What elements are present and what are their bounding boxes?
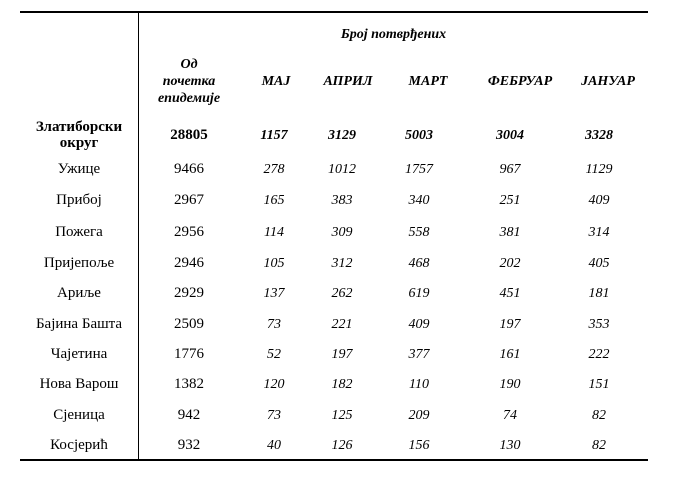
month-header-april: АПРИЛ bbox=[323, 74, 373, 89]
row-april: 182 bbox=[331, 377, 353, 392]
row-april: 309 bbox=[331, 225, 353, 240]
row-february: 74 bbox=[503, 408, 517, 423]
row-february: 967 bbox=[499, 162, 521, 177]
row-january: 409 bbox=[588, 193, 610, 208]
row-may: 278 bbox=[263, 162, 285, 177]
summary-name-line-1: Златиборски bbox=[35, 119, 123, 135]
row-may: 73 bbox=[267, 408, 281, 423]
row-may: 40 bbox=[267, 438, 281, 453]
row-january: 405 bbox=[588, 256, 610, 271]
row-march: 409 bbox=[408, 317, 430, 332]
row-may: 137 bbox=[263, 286, 285, 301]
row-january: 1129 bbox=[585, 162, 613, 177]
row-total: 1382 bbox=[174, 376, 204, 392]
row-february: 451 bbox=[499, 286, 521, 301]
row-april: 221 bbox=[331, 317, 353, 332]
row-february: 161 bbox=[499, 347, 521, 362]
row-total: 2946 bbox=[174, 255, 204, 271]
summary-total: 28805 bbox=[170, 127, 208, 143]
month-header-february: ФЕБРУАР bbox=[487, 74, 553, 89]
row-may: 165 bbox=[263, 193, 285, 208]
row-name: Бајина Башта bbox=[35, 316, 123, 332]
summary-april: 3129 bbox=[328, 128, 356, 143]
row-january: 82 bbox=[592, 438, 606, 453]
row-january: 222 bbox=[588, 347, 610, 362]
row-april: 197 bbox=[331, 347, 353, 362]
row-may: 114 bbox=[264, 225, 284, 240]
row-name: Пожега bbox=[55, 224, 103, 240]
row-april: 126 bbox=[331, 438, 353, 453]
month-header-january: ЈАНУАР bbox=[581, 74, 635, 89]
row-february: 130 bbox=[499, 438, 521, 453]
row-april: 1012 bbox=[328, 162, 356, 177]
row-february: 197 bbox=[499, 317, 521, 332]
row-march: 468 bbox=[408, 256, 430, 271]
row-total: 932 bbox=[177, 437, 201, 453]
group-header: Број потврђених bbox=[340, 27, 447, 42]
summary-march: 5003 bbox=[405, 128, 433, 143]
summary-february: 3004 bbox=[496, 128, 524, 143]
row-name: Ужице bbox=[57, 161, 101, 177]
row-february: 202 bbox=[499, 256, 521, 271]
row-january: 181 bbox=[588, 286, 610, 301]
total-header-line-1: Од bbox=[180, 57, 198, 72]
row-february: 251 bbox=[499, 193, 521, 208]
summary-may: 1157 bbox=[260, 128, 288, 143]
row-name: Пријепоље bbox=[43, 255, 115, 271]
row-march: 619 bbox=[408, 286, 430, 301]
total-header-line-3: епидемије bbox=[157, 91, 221, 106]
row-march: 558 bbox=[408, 225, 430, 240]
row-april: 262 bbox=[331, 286, 353, 301]
row-march: 110 bbox=[409, 377, 429, 392]
row-january: 353 bbox=[588, 317, 610, 332]
row-may: 105 bbox=[263, 256, 285, 271]
row-may: 120 bbox=[263, 377, 285, 392]
row-name: Ариље bbox=[57, 285, 101, 301]
row-may: 73 bbox=[267, 317, 281, 332]
row-total: 942 bbox=[177, 407, 201, 423]
row-total: 2956 bbox=[174, 224, 204, 240]
total-header-line-2: почетка bbox=[162, 74, 216, 89]
row-total: 2509 bbox=[174, 316, 204, 332]
row-march: 209 bbox=[408, 408, 430, 423]
row-total: 1776 bbox=[174, 346, 204, 362]
row-february: 190 bbox=[499, 377, 521, 392]
month-header-march: МАРТ bbox=[408, 74, 448, 89]
row-name: Нова Варош bbox=[39, 376, 119, 392]
row-total: 9466 bbox=[174, 161, 204, 177]
row-total: 2967 bbox=[174, 192, 204, 208]
row-total: 2929 bbox=[174, 285, 204, 301]
row-april: 125 bbox=[331, 408, 353, 423]
row-name: Чајетина bbox=[50, 346, 108, 362]
row-april: 383 bbox=[331, 193, 353, 208]
row-march: 156 bbox=[408, 438, 430, 453]
summary-january: 3328 bbox=[585, 128, 613, 143]
row-name: Прибој bbox=[56, 192, 102, 208]
row-february: 381 bbox=[499, 225, 521, 240]
row-may: 52 bbox=[267, 347, 281, 362]
summary-row-name bbox=[24, 119, 134, 151]
row-january: 82 bbox=[592, 408, 606, 423]
column-divider bbox=[138, 11, 139, 461]
row-march: 340 bbox=[408, 193, 430, 208]
row-january: 314 bbox=[588, 225, 610, 240]
row-name: Сјеница bbox=[53, 407, 105, 423]
row-january: 151 bbox=[588, 377, 610, 392]
row-april: 312 bbox=[331, 256, 353, 271]
row-name: Косјерић bbox=[50, 437, 108, 453]
row-march: 377 bbox=[408, 347, 430, 362]
row-march: 1757 bbox=[405, 162, 433, 177]
summary-name-line-2: округ bbox=[59, 135, 99, 151]
total-column-header bbox=[141, 56, 237, 107]
month-header-may: МАЈ bbox=[261, 74, 291, 89]
